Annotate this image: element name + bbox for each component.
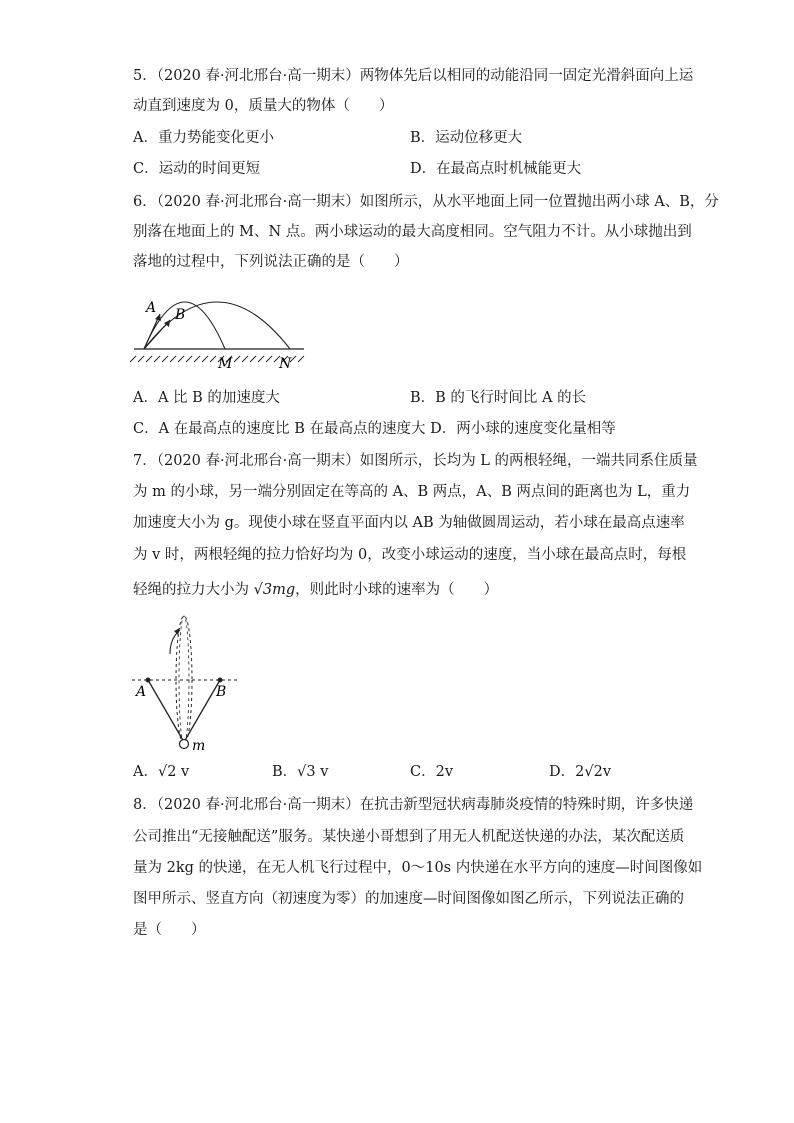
q6-stem-line-2: 别落在地面上的 M、N 点。两小球运动的最大高度相同。空气阻力不计。从小球抛出到 <box>133 224 692 240</box>
q6-stem-line-3: 落地的过程中，下列说法正确的是（ ） <box>133 254 409 270</box>
trajectory-b <box>144 302 290 349</box>
q7-stem-line-4: 为 v 时，两根轻绳的拉力恰好均为 0，改变小球运动的速度，当小球在最高点时，每根 <box>133 547 687 563</box>
point-a <box>146 678 151 683</box>
q7-option-b: B．√3 v <box>272 764 329 780</box>
string-b <box>184 680 220 742</box>
label-a: A <box>146 300 157 316</box>
rotation-arrowhead <box>174 628 180 635</box>
q5-stem-line-1: 5．（2020 春·河北邢台·高一期末）两物体先后以相同的动能沿同一固定光滑斜面向上运 <box>133 68 694 84</box>
q7-stem-line-3: 加速度大小为 g。现使小球在竖直平面内以 AB 为轴做圆周运动，若小球在最高点速率 <box>133 515 685 531</box>
q5-option-a: A．重力势能变化更小 <box>133 130 274 146</box>
q7-option-a: A．√2 v <box>133 764 190 780</box>
label-n: N <box>279 356 292 372</box>
q7-option-c: C．2v <box>410 764 454 780</box>
rotation-arrow <box>170 630 180 654</box>
q5-stem-line-2: 动直到速度为 0，质量大的物体（ ） <box>133 98 394 114</box>
q8-stem-line-1: 8．（2020 春·河北邢台·高一期末）在抗击新型冠状病毒肺炎疫情的特殊时期，许多快递 <box>133 797 694 813</box>
q8-stem-line-2: 公司推出“无接触配送”服务。某快递小哥想到了用无人机配送快递的办法，某次配送质 <box>133 829 685 845</box>
q5-option-b: B．运动位移更大 <box>410 130 523 146</box>
circular-path-dashed <box>176 616 192 744</box>
q6-stem-line-1: 6．（2020 春·河北邢台·高一期末）如图所示，从水平地面上同一位置抛出两小球 A、B，分 <box>133 194 719 210</box>
q5-option-d: D．在最高点时机械能更大 <box>410 161 582 177</box>
label-b: B <box>175 307 186 323</box>
q6-projectile-figure <box>130 282 310 374</box>
ground-hatching <box>130 356 304 362</box>
label-m: M <box>218 356 233 372</box>
q7-circular-motion-diagram <box>132 612 242 758</box>
q7-option-d: D．2√2v <box>549 764 612 780</box>
q6-projectile-diagram <box>130 282 310 374</box>
q6-option-a: A．A 比 B 的加速度大 <box>133 390 280 406</box>
q7-stem-line-5 <box>133 580 498 600</box>
ball <box>180 740 189 749</box>
q7-line5-formula: √3mg <box>253 582 296 598</box>
label-a: A <box>136 684 147 700</box>
point-b <box>218 678 223 683</box>
q8-stem-line-4: 图甲所示、竖直方向（初速度为零）的加速度—时间图像如图乙所示，下列说法正确的 <box>133 891 684 907</box>
q7-line5-suffix: ，则此时小球的速率为（ ） <box>295 582 499 598</box>
q7-circular-motion-figure <box>132 612 242 758</box>
q8-stem-line-3: 量为 2kg 的快递，在无人机飞行过程中，0～10s 内快递在水平方向的速度—时间图像如 <box>133 860 703 876</box>
q8-stem-line-5: 是（ ） <box>133 922 206 938</box>
q5-option-c: C．运动的时间更短 <box>133 161 261 177</box>
label-m: m <box>192 738 206 754</box>
string-a <box>148 680 184 742</box>
label-b: B <box>216 684 227 700</box>
q6-option-cd: C．A 在最高点的速度比 B 在最高点的速度大 D．两小球的速度变化量相等 <box>133 421 616 437</box>
q7-stem-line-1: 7．（2020 春·河北邢台·高一期末）如图所示，长均为 L 的两根轻绳，一端共同系住质量 <box>133 453 698 469</box>
q7-stem-line-2: 为 m 的小球，另一端分别固定在等高的 A、B 两点，A、B 两点间的距离也为 L，重力 <box>133 484 691 500</box>
q7-line5-prefix: 轻绳的拉力大小为 <box>133 582 254 598</box>
q6-option-b: B．B 的飞行时间比 A 的长 <box>410 390 587 406</box>
